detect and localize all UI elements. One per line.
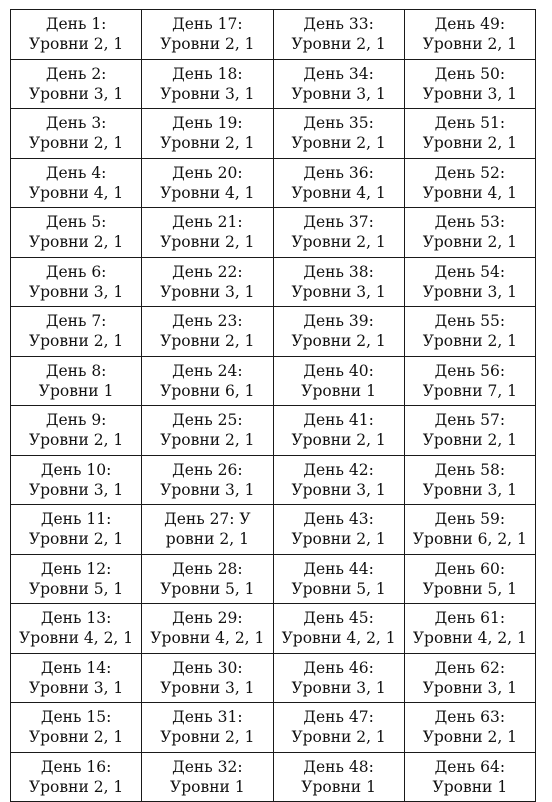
levels-label: Уровни 3, 1 (28, 84, 124, 103)
levels-label: Уровни 2, 1 (422, 332, 518, 351)
levels-label: Уровни 3, 1 (28, 282, 124, 301)
levels-label: Уровни 2, 1 (28, 332, 124, 351)
day-cell (11, 455, 142, 505)
day-label: День 48: (303, 757, 374, 776)
table-row (11, 703, 536, 753)
levels-label: Уровни 2, 1 (28, 728, 124, 747)
day-cell (404, 158, 535, 208)
levels-label: Уровни 2, 1 (291, 530, 386, 549)
day-label: День 16: (40, 757, 112, 776)
day-label: День 54: (434, 262, 506, 281)
day-label: День 18: (172, 64, 243, 83)
day-cell (11, 208, 142, 258)
table-row (11, 406, 536, 456)
day-cell (273, 307, 404, 357)
day-label: День 45: (303, 609, 374, 628)
levels-label: Уровни 4, 2, 1 (281, 629, 396, 648)
day-label: День 13: (40, 609, 112, 628)
levels-label: Уровни 1 (432, 777, 508, 796)
day-label: День 8: (45, 361, 107, 380)
day-label: День 22: (172, 262, 243, 281)
day-label: День 28: (172, 559, 243, 578)
day-label: День 2: (45, 64, 107, 83)
day-label: День 1: (45, 15, 107, 34)
day-label: День 21: (172, 213, 243, 232)
day-cell (404, 109, 535, 159)
levels-label: Уровни 2, 1 (422, 35, 518, 54)
day-cell (404, 455, 535, 505)
day-label: День 53: (434, 213, 506, 232)
day-cell (11, 505, 142, 555)
levels-label: Уровни 3, 1 (160, 480, 255, 499)
day-label: День 63: (434, 708, 506, 727)
day-label: День 27: У (164, 510, 251, 529)
levels-label: Уровни 2, 1 (28, 530, 124, 549)
day-cell (142, 703, 273, 753)
levels-label: Уровни 2, 1 (160, 431, 255, 450)
day-label: День 19: (172, 114, 243, 133)
day-label: День 26: (172, 460, 243, 479)
day-cell (142, 10, 273, 60)
day-cell (11, 257, 142, 307)
day-label: День 35: (303, 114, 374, 133)
day-cell (273, 604, 404, 654)
day-cell (142, 158, 273, 208)
table-row (11, 109, 536, 159)
day-label: День 55: (434, 312, 506, 331)
day-cell (142, 257, 273, 307)
table-row (11, 59, 536, 109)
day-label: День 37: (303, 213, 374, 232)
day-cell (11, 158, 142, 208)
levels-label: Уровни 2, 1 (291, 35, 386, 54)
table-row (11, 158, 536, 208)
day-label: День 3: (45, 114, 107, 133)
day-cell (404, 10, 535, 60)
day-label: День 50: (434, 64, 506, 83)
table-row (11, 307, 536, 357)
day-label: День 12: (40, 559, 112, 578)
levels-label: Уровни 2, 1 (291, 233, 386, 252)
schedule-body (11, 10, 536, 802)
day-label: День 14: (40, 658, 112, 677)
levels-label: Уровни 2, 1 (422, 134, 518, 153)
levels-label: Уровни 3, 1 (422, 84, 518, 103)
levels-label: Уровни 3, 1 (291, 480, 386, 499)
day-label: День 17: (172, 15, 243, 34)
levels-label: Уровни 2, 1 (28, 134, 124, 153)
levels-label: Уровни 6, 1 (160, 381, 255, 400)
day-label: День 52: (434, 163, 506, 182)
levels-label: Уровни 2, 1 (160, 728, 255, 747)
table-row (11, 356, 536, 406)
day-label: День 25: (172, 411, 243, 430)
levels-label: Уровни 2, 1 (422, 233, 518, 252)
levels-label: Уровни 2, 1 (160, 134, 255, 153)
levels-label: Уровни 3, 1 (28, 678, 124, 697)
levels-label: Уровни 4, 1 (28, 183, 124, 202)
day-cell (11, 307, 142, 357)
day-label: День 29: (172, 609, 243, 628)
levels-label: Уровни 6, 2, 1 (412, 530, 527, 549)
day-cell (273, 455, 404, 505)
day-cell (273, 703, 404, 753)
day-cell (142, 307, 273, 357)
day-label: День 39: (303, 312, 374, 331)
day-cell (273, 356, 404, 406)
day-label: День 38: (303, 262, 374, 281)
day-label: День 7: (45, 312, 107, 331)
levels-label: Уровни 2, 1 (291, 332, 386, 351)
day-label: День 62: (434, 658, 506, 677)
levels-label: Уровни 4, 2, 1 (150, 629, 265, 648)
day-label: День 41: (303, 411, 374, 430)
levels-label: Уровни 3, 1 (160, 678, 255, 697)
levels-label: Уровни 2, 1 (422, 431, 518, 450)
day-cell (404, 703, 535, 753)
day-label: День 33: (303, 15, 374, 34)
table-row (11, 208, 536, 258)
day-cell (273, 109, 404, 159)
levels-label: Уровни 3, 1 (422, 678, 518, 697)
day-cell (11, 356, 142, 406)
day-cell (142, 604, 273, 654)
levels-label: Уровни 3, 1 (160, 84, 255, 103)
levels-label: Уровни 3, 1 (291, 282, 386, 301)
day-cell (273, 554, 404, 604)
levels-label: Уровни 4, 2, 1 (19, 629, 134, 648)
day-cell (142, 653, 273, 703)
day-cell (404, 406, 535, 456)
day-label: День 9: (45, 411, 107, 430)
day-cell (273, 406, 404, 456)
day-label: День 64: (434, 757, 506, 776)
levels-label: Уровни 1 (38, 381, 114, 400)
day-label: День 57: (434, 411, 506, 430)
day-label: День 36: (303, 163, 374, 182)
day-label: День 49: (434, 15, 506, 34)
day-cell (404, 604, 535, 654)
day-label: День 59: (434, 510, 506, 529)
levels-label: Уровни 2, 1 (160, 332, 255, 351)
levels-label: Уровни 4, 1 (291, 183, 386, 202)
levels-label: Уровни 5, 1 (160, 579, 255, 598)
day-cell (404, 505, 535, 555)
levels-label: Уровни 3, 1 (291, 678, 386, 697)
levels-label: Уровни 4, 1 (160, 183, 255, 202)
day-cell (404, 59, 535, 109)
day-cell (404, 554, 535, 604)
table-row (11, 653, 536, 703)
levels-label: Уровни 1 (170, 777, 245, 796)
day-cell (404, 257, 535, 307)
day-label: День 46: (303, 658, 374, 677)
levels-label: Уровни 5, 1 (28, 579, 124, 598)
levels-label: ровни 2, 1 (165, 530, 249, 549)
day-label: День 20: (172, 163, 243, 182)
day-cell (404, 356, 535, 406)
levels-label: Уровни 5, 1 (422, 579, 518, 598)
table-row (11, 257, 536, 307)
day-label: День 30: (172, 658, 243, 677)
schedule-table (10, 9, 536, 802)
levels-label: Уровни 1 (301, 777, 376, 796)
day-cell (142, 208, 273, 258)
day-label: День 58: (434, 460, 506, 479)
table-row (11, 604, 536, 654)
day-label: День 5: (45, 213, 107, 232)
day-cell (273, 208, 404, 258)
day-cell (11, 653, 142, 703)
day-label: День 60: (434, 559, 506, 578)
table-row (11, 455, 536, 505)
levels-label: Уровни 3, 1 (291, 84, 386, 103)
levels-label: Уровни 1 (301, 381, 376, 400)
levels-label: Уровни 7, 1 (422, 381, 518, 400)
table-row (11, 554, 536, 604)
levels-label: Уровни 2, 1 (160, 233, 255, 252)
day-label: День 4: (45, 163, 107, 182)
day-label: День 31: (172, 708, 243, 727)
day-cell (142, 356, 273, 406)
table-row (11, 10, 536, 60)
day-cell (273, 653, 404, 703)
day-cell (404, 208, 535, 258)
day-label: День 11: (40, 510, 112, 529)
day-label: День 47: (303, 708, 374, 727)
day-label: День 6: (45, 262, 107, 281)
day-cell (404, 653, 535, 703)
levels-label: Уровни 2, 1 (28, 233, 124, 252)
levels-label: Уровни 3, 1 (28, 480, 124, 499)
day-cell (11, 554, 142, 604)
levels-label: Уровни 2, 1 (291, 134, 386, 153)
levels-label: Уровни 3, 1 (422, 282, 518, 301)
day-cell (273, 257, 404, 307)
day-cell (11, 406, 142, 456)
day-cell (11, 59, 142, 109)
levels-label: Уровни 2, 1 (28, 35, 124, 54)
table-row (11, 505, 536, 555)
day-cell (273, 752, 404, 802)
day-cell (142, 554, 273, 604)
day-cell (404, 307, 535, 357)
day-cell (142, 455, 273, 505)
day-label: День 24: (172, 361, 243, 380)
levels-label: Уровни 3, 1 (422, 480, 518, 499)
day-label: День 56: (434, 361, 506, 380)
day-cell (273, 158, 404, 208)
table-row (11, 752, 536, 802)
day-cell (11, 703, 142, 753)
levels-label: Уровни 2, 1 (291, 728, 386, 747)
day-label: День 23: (172, 312, 243, 331)
day-label: День 15: (40, 708, 112, 727)
levels-label: Уровни 2, 1 (422, 728, 518, 747)
day-label: День 43: (303, 510, 374, 529)
day-cell (273, 505, 404, 555)
day-label: День 40: (303, 361, 374, 380)
day-cell (142, 109, 273, 159)
levels-label: Уровни 3, 1 (160, 282, 255, 301)
day-label: День 44: (303, 559, 374, 578)
day-cell (11, 109, 142, 159)
levels-label: Уровни 2, 1 (160, 35, 255, 54)
day-cell (142, 505, 273, 555)
day-label: День 42: (303, 460, 374, 479)
levels-label: Уровни 2, 1 (291, 431, 386, 450)
day-cell (11, 752, 142, 802)
day-label: День 51: (434, 114, 506, 133)
levels-label: Уровни 4, 2, 1 (412, 629, 527, 648)
levels-label: Уровни 2, 1 (28, 777, 124, 796)
day-cell (11, 604, 142, 654)
day-cell (404, 752, 535, 802)
day-cell (142, 59, 273, 109)
levels-label: Уровни 5, 1 (291, 579, 386, 598)
day-cell (11, 10, 142, 60)
day-cell (273, 59, 404, 109)
day-label: День 10: (40, 460, 112, 479)
day-cell (273, 10, 404, 60)
day-label: День 32: (172, 757, 243, 776)
day-cell (142, 406, 273, 456)
day-cell (142, 752, 273, 802)
levels-label: Уровни 4, 1 (422, 183, 518, 202)
day-label: День 34: (303, 64, 374, 83)
day-label: День 61: (434, 609, 506, 628)
levels-label: Уровни 2, 1 (28, 431, 124, 450)
